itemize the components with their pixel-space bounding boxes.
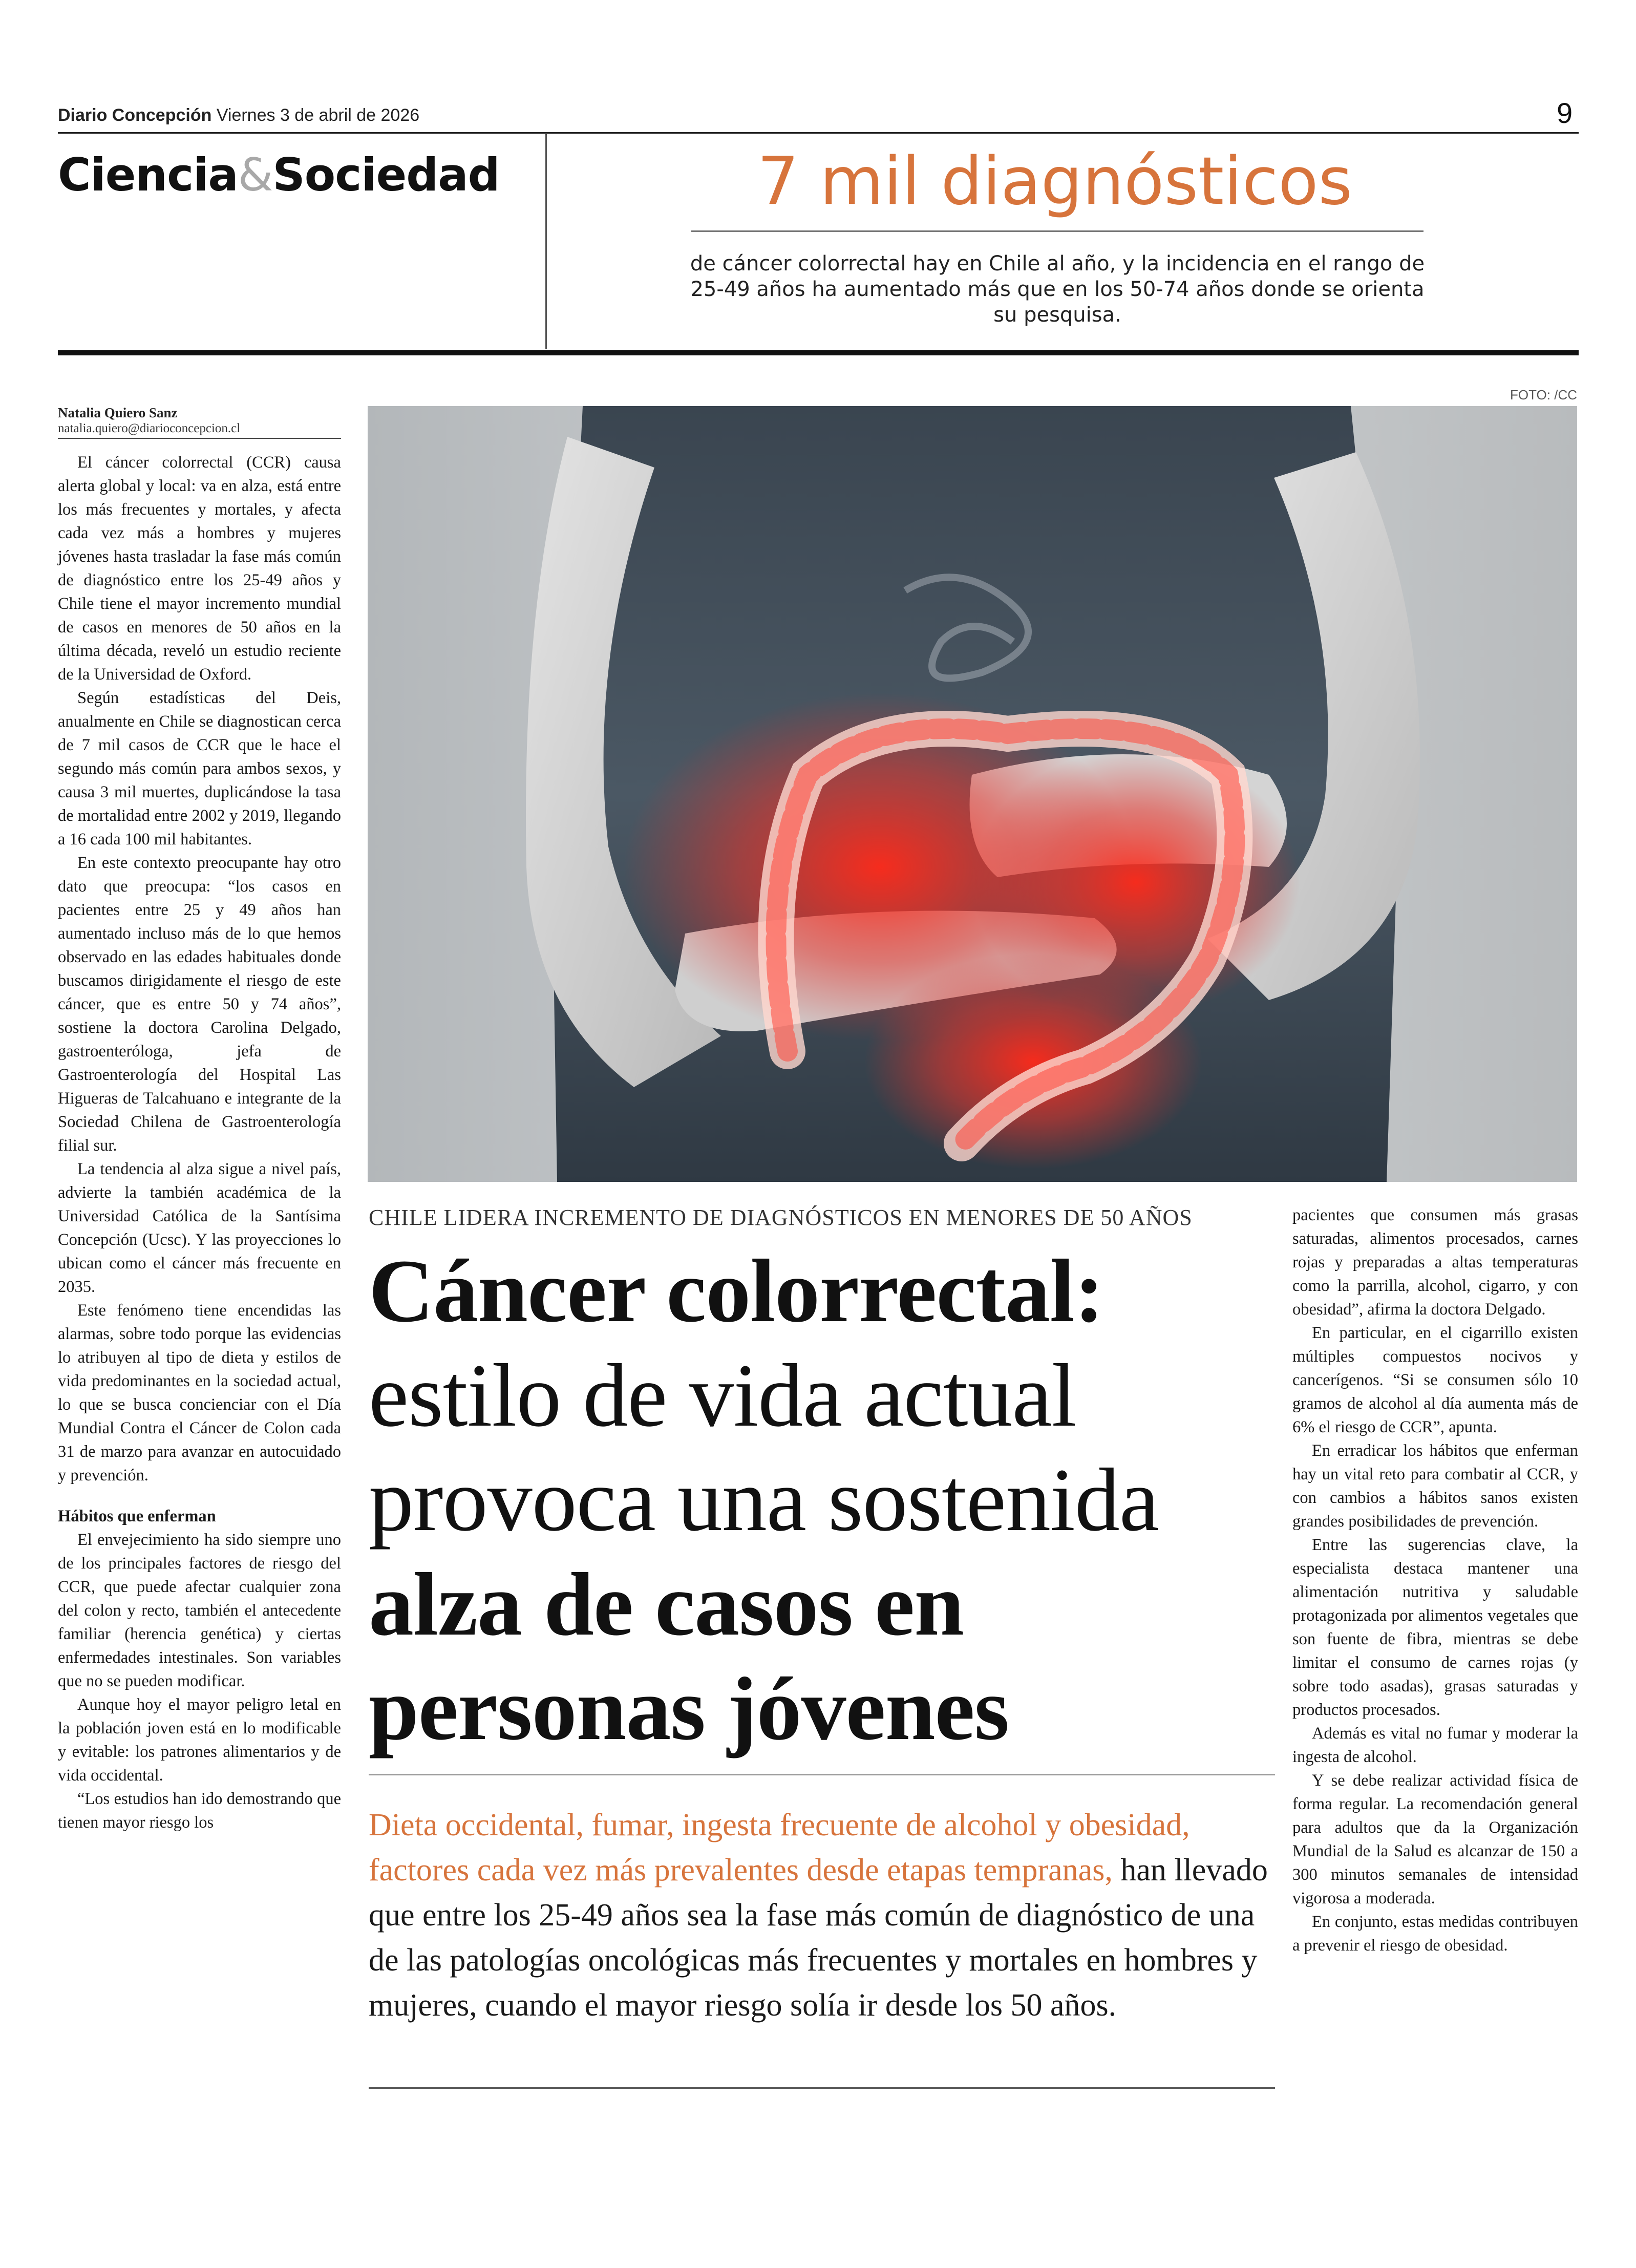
page-number: 9 (1557, 97, 1573, 129)
section-title (58, 149, 500, 201)
article-photo (368, 406, 1577, 1182)
header-vertical-divider (545, 134, 547, 349)
right-text-column (1292, 1203, 1578, 1957)
highlight-figure: 7 mil diagnósticos (757, 143, 1353, 220)
photo-credit: FOTO: /CC (1510, 387, 1577, 402)
byline-divider (58, 438, 341, 439)
paragraph: pacientes que consumen más grasas saturadas, alimentos procesados, carnes rojas y preparadas a altas temperaturas como la parrilla, alcohol, cigarro, y con obesidad”, afirma la doctora Delgado. (1292, 1206, 1578, 1319)
headline (369, 1239, 1280, 1762)
deck-divider (369, 2087, 1275, 2089)
highlight-caption: de cáncer colorrectal hay en Chile al año, y la incidencia en el rango de 25-49 años ha aumentado más que en los 50-74 años donde se orienta su pesquisa. (690, 252, 1425, 327)
paragraph: En erradicar los hábitos que enferman hay un vital reto para combatir al CCR, y con cambios a hábitos sanos existen grandes posibilidades de prevención. (1292, 1442, 1578, 1531)
headline-line: Cáncer colorrectal: (369, 1241, 1104, 1341)
paragraph: Aunque hoy el mayor peligro letal en la población joven está en lo modificable y evitable: los patrones alimentarios y de vida occidental. (58, 1695, 341, 1785)
header-divider (58, 132, 1579, 134)
headline-divider (369, 1774, 1275, 1775)
kicker: CHILE LIDERA INCREMENTO DE DIAGNÓSTICOS EN MENORES DE 50 AÑOS (369, 1205, 1193, 1230)
paragraph: El cáncer colorrectal (CCR) causa alerta global y local: va en alza, está entre los más frecuentes y mortales, y afecta cada vez más a hombres y mujeres jóvenes hasta trasladar la fase más común de diagnóstico entre los 25-49 años y Chile tiene el mayor incremento mundial de casos en menores de 50 años en la última década, reveló un estudio reciente de la Universidad de Oxford. (58, 453, 341, 684)
paragraph: La tendencia al alza sigue a nivel país, advierte la también académica de la Universidad Católica de la Santísima Concepción (Ucsc). Y las proyecciones lo ubican como el cáncer más frecuente en 2035. (58, 1160, 341, 1296)
paragraph: En particular, en el cigarrillo existen múltiples compuestos nocivos y cancerígenos. “Si se consumen sólo 10 gramos de alcohol al día aumenta más de 6% el riesgo de CCR”, apunta. (1292, 1324, 1578, 1436)
deck (369, 1803, 1275, 2028)
byline (58, 405, 345, 436)
deck-text: han llevado que entre los 25-49 años sea la fase más común de diagnóstico de una de las patologías oncológicas más frecuentes y mortales en hombres y mujeres, cuando el mayor riesgo solía ir desde los 50 años. (369, 1853, 1268, 2023)
paragraph: Según estadísticas del Deis, anualmente en Chile se diagnostican cerca de 7 mil casos de CCR que le hace el segundo más común para ambos sexos, y causa 3 mil muertes, duplicándose la tasa de mortalidad entre 2002 y 2019, llegando a 16 cada 100 mil habitantes. (58, 689, 341, 849)
paragraph: El envejecimiento ha sido siempre uno de los principales factores de riesgo del CCR, que puede afectar cualquier zona del colon y recto, también el antecedente familiar (herencia genética) y ciertas enfermedades intestinales. Son variables que no se pueden modificar. (58, 1531, 341, 1690)
paragraph: En conjunto, estas medidas contribuyen a prevenir el riesgo de obesidad. (1292, 1913, 1578, 1955)
author-name: Natalia Quiero Sanz (58, 405, 178, 420)
left-text-column (58, 451, 341, 1834)
paragraph: En este contexto preocupante hay otro dato que preocupa: “los casos en pacientes entre 25 y 49 años han aumentado incluso más de lo que hemos observado en las edades habituales donde buscamos dirigidamente el riesgo de este cáncer, que es entre 50 y 74 años”, sostiene la doctora Carolina Delgado, gastroenteróloga, jefa de Gastroenterología del Hospital Las Higueras de Talcahuano e integrante de la Sociedad Chilena de Gastroenterología filial sur. (58, 854, 341, 1155)
folio (58, 105, 419, 125)
section-title-ampersand: & (238, 149, 273, 201)
paragraph: Y se debe realizar actividad física de forma regular. La recomendación general para adultos que da la Organización Mundial de la Salud es alcanzar de 150 a 300 minutos semanales de intensidad vigorosa a moderada. (1292, 1771, 1578, 1907)
headline-line: alza de casos en (369, 1555, 964, 1655)
author-email: natalia.quiero@diarioconcepcion.cl (58, 421, 241, 435)
paragraph: Además es vital no fumar y moderar la ingesta de alcohol. (1292, 1724, 1578, 1766)
paragraph: Este fenómeno tiene encendidas las alarmas, sobre todo porque las evidencias lo atribuyen al tipo de dieta y estilos de vida predominantes en la sociedad actual, lo que se busca concienciar con el Día Mundial Contra el Cáncer de Colon cada 31 de marzo para avanzar en autocuidado y prevención. (58, 1301, 341, 1485)
headline-line: personas jóvenes (369, 1659, 1009, 1759)
newspaper-name: Diario Concepción (58, 105, 212, 125)
deck-accent-text: Dieta occidental, fumar, ingesta frecuente de alcohol y obesidad, factores cada vez más prevalentes desde etapas tempranas, (369, 1808, 1190, 1888)
headline-line: estilo de vida actual (369, 1346, 1076, 1446)
paragraph: Entre las sugerencias clave, la especialista destaca mantener una alimentación nutritiva y saludable protagonizada por alimentos vegetales que son fuente de fibra, mientras se debe limitar el consumo de carnes rojas (y sobre todo asadas), grasas saturadas y productos procesados. (1292, 1536, 1578, 1719)
paragraph: “Los estudios han ido demostrando que tienen mayor riesgo los (58, 1790, 341, 1832)
header-bottom-rule (58, 350, 1579, 355)
headline-line: provoca una sostenida (369, 1450, 1159, 1550)
highlight-divider (691, 230, 1423, 232)
issue-date: Viernes 3 de abril de 2026 (216, 105, 420, 125)
subheading: Hábitos que enferman (58, 1507, 216, 1525)
section-title-part1: Ciencia (58, 149, 238, 201)
section-title-part2: Sociedad (272, 149, 500, 201)
